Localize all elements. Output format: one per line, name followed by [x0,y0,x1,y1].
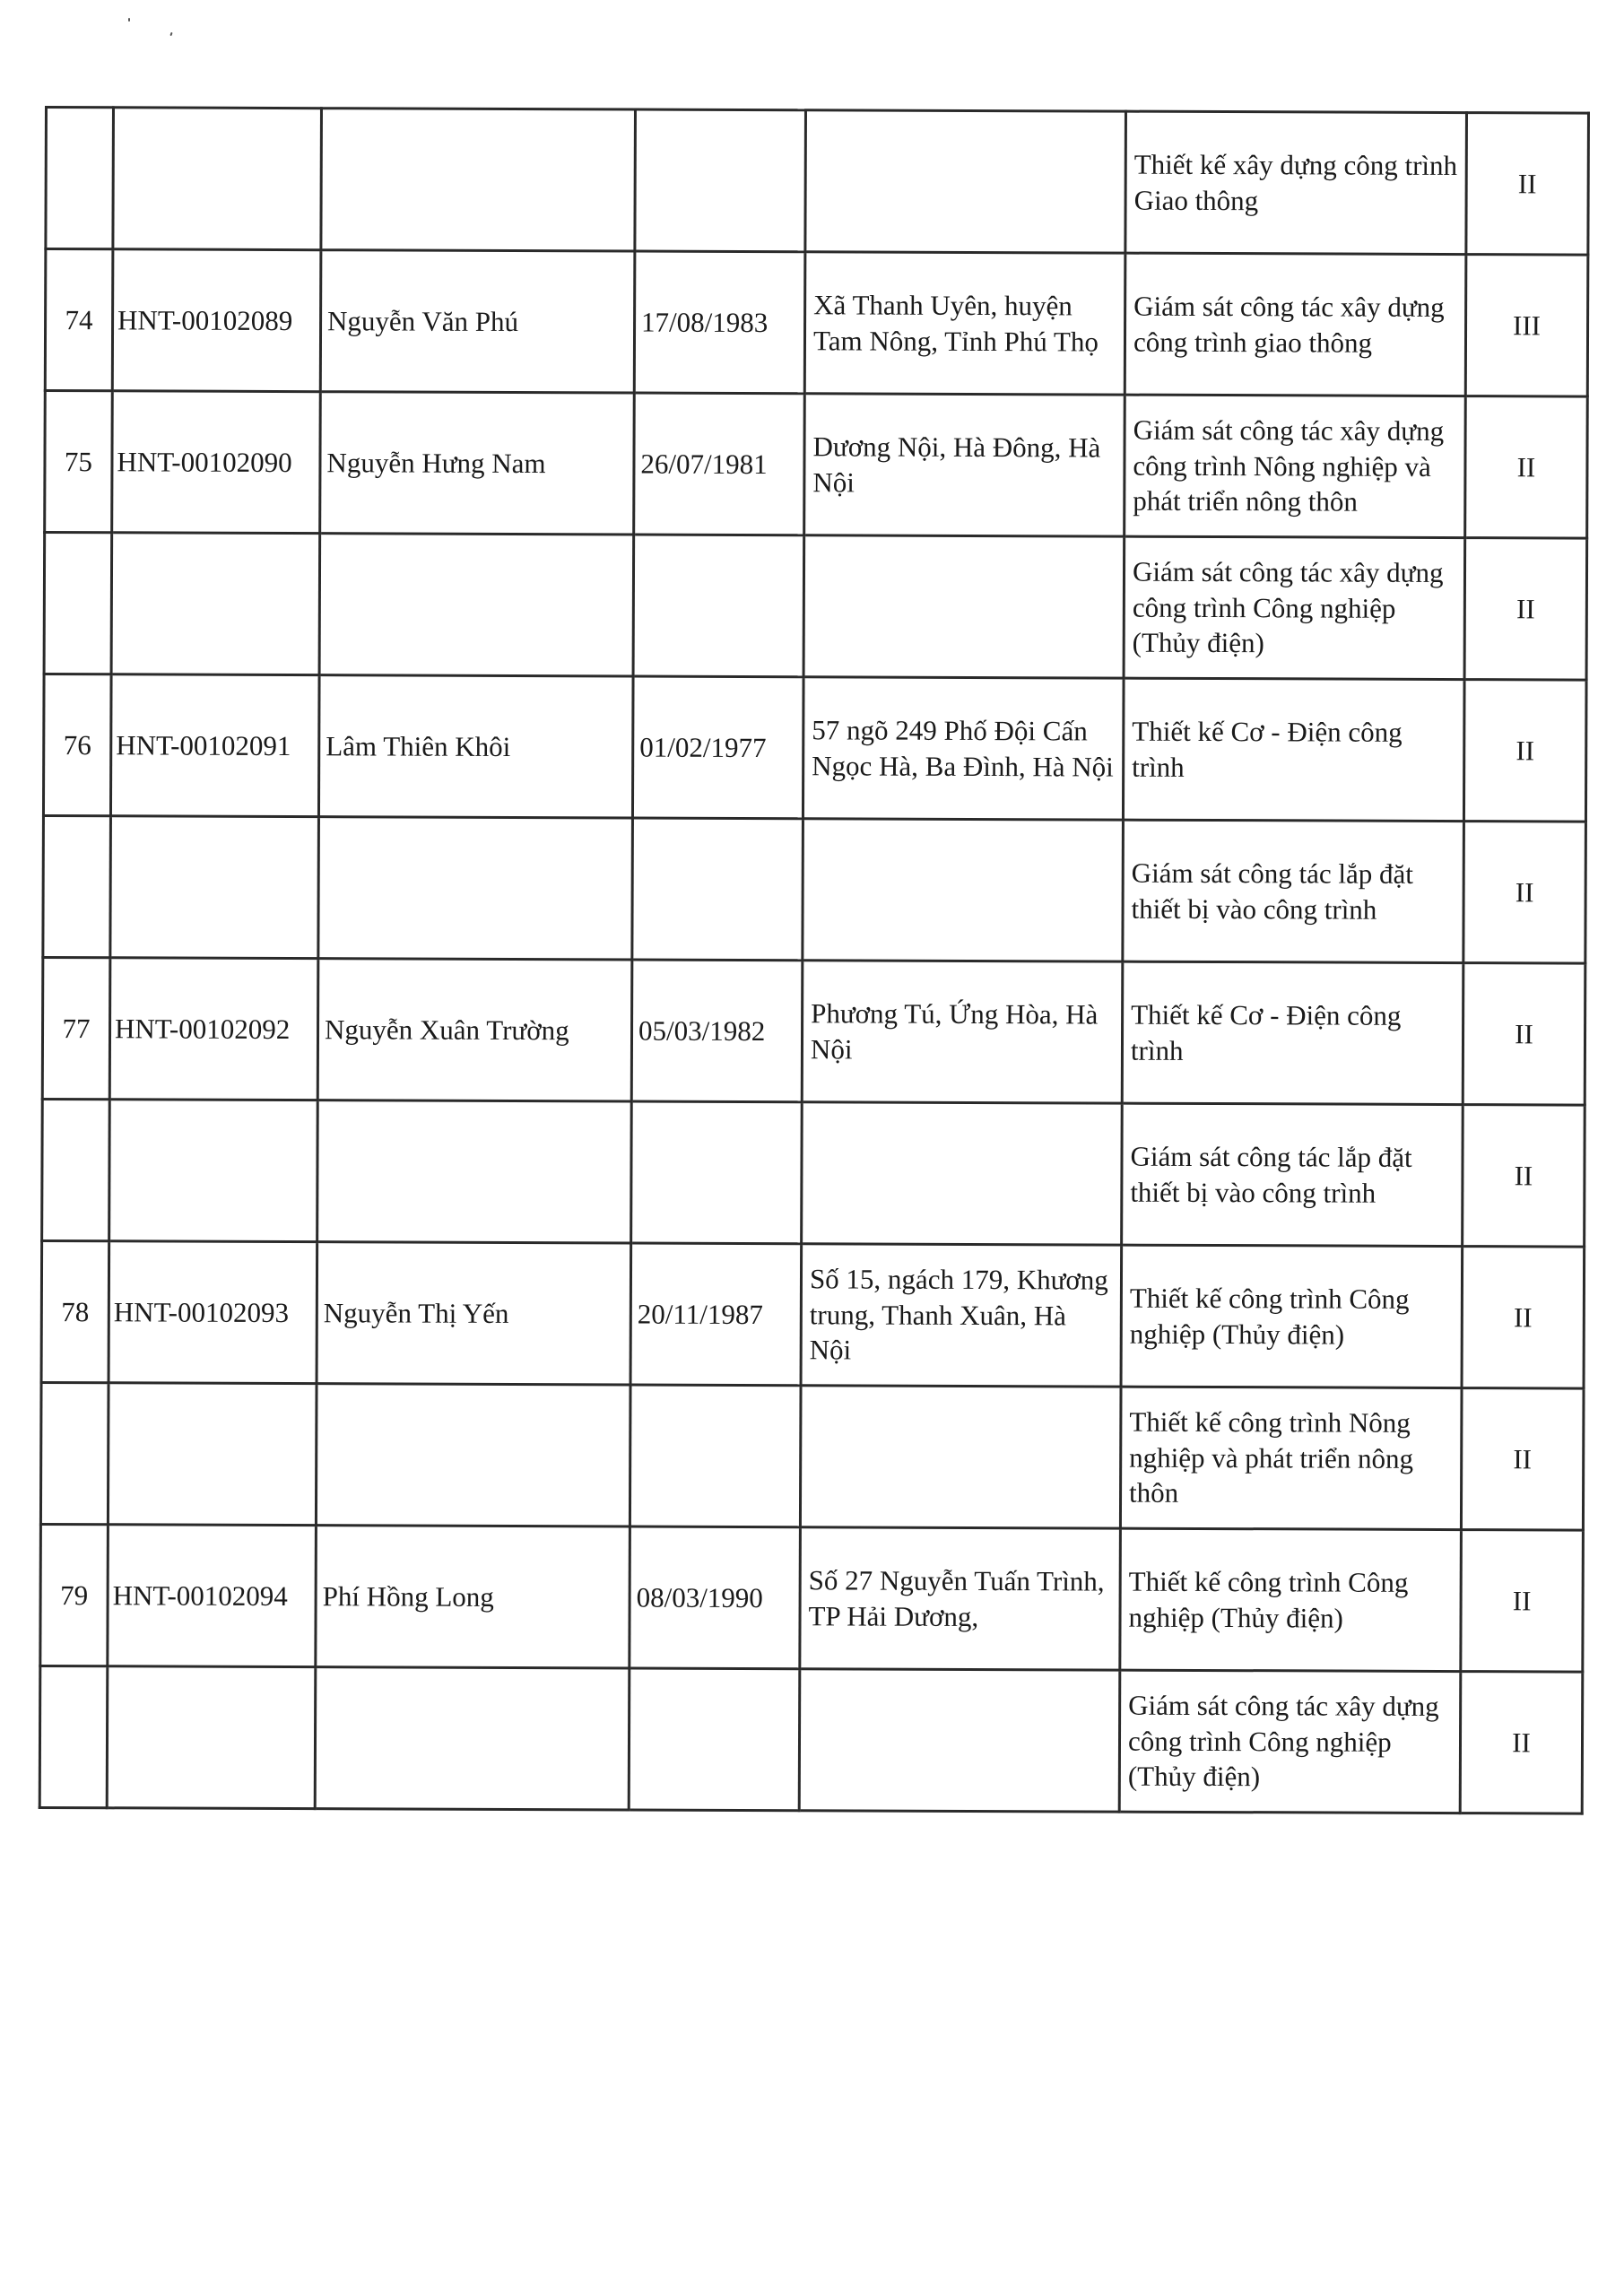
full-name [316,1384,630,1526]
grade: II [1461,1530,1584,1673]
row-number: 79 [40,1524,109,1665]
table-row [45,249,1588,397]
full-name: Lâm Thiên Khôi [318,675,633,818]
row-number: 75 [45,391,113,533]
full-name: Nguyễn Xuân Trường [317,959,632,1101]
date-of-birth: 08/03/1990 [630,1526,801,1669]
full-name [319,534,634,676]
certificate-code: HNT-00102094 [108,1525,317,1667]
grade: II [1465,396,1588,539]
grade: II [1466,113,1589,256]
date-of-birth [631,1101,803,1244]
address [803,819,1124,961]
table-row [43,815,1586,963]
row-number [40,1382,109,1524]
full-name: Nguyễn Thị Yến [317,1242,631,1385]
certificate-code: HNT-00102093 [109,1241,317,1384]
full-name [315,1667,630,1810]
row-number [43,815,111,957]
address: Xã Thanh Uyên, huyện Tam Nông, Tỉnh Phú Thọ [804,252,1125,395]
table-row [43,674,1586,822]
table-row [46,108,1589,256]
address: Phương Tú, Ứng Hòa, Hà Nội [802,961,1123,1103]
table-row [45,391,1588,539]
address [802,1102,1123,1245]
certificate-code: HNT-00102091 [110,674,319,817]
certificate-code: HNT-00102089 [112,249,321,392]
date-of-birth: 20/11/1987 [630,1243,802,1386]
date-of-birth [635,109,806,252]
certificate-table [39,106,1590,1815]
table-row [42,957,1585,1105]
date-of-birth [630,1385,801,1527]
row-number: 74 [45,249,113,391]
address: Số 27 Nguyễn Tuấn Trình, TP Hải Dương, [800,1527,1121,1670]
row-number [44,533,112,674]
practice-field: Thiết kế công trình Công nghiệp (Thủy điện) [1121,1245,1463,1387]
grade: II [1461,1388,1584,1531]
date-of-birth [633,535,804,677]
grade: III [1465,255,1588,397]
date-of-birth [629,1668,800,1811]
grade: II [1460,1672,1583,1814]
practice-field: Giám sát công tác xây dựng công trình Công nghiệp (Thủy điện) [1124,536,1465,679]
address: Số 15, ngách 179, Khương trung, Thanh Xuân, Hà Nội [801,1244,1122,1387]
table-row [41,1240,1585,1388]
grade: II [1463,1105,1585,1248]
date-of-birth: 01/02/1977 [632,676,803,819]
certificate-code [107,1666,316,1809]
certificate-code [113,108,322,250]
table-row [42,1099,1585,1247]
practice-field: Thiết kế công trình Nông nghiệp và phát triển nông thôn [1120,1387,1462,1529]
table-row [39,1665,1583,1813]
practice-field: Thiết kế công trình Công nghiệp (Thủy điện) [1120,1528,1462,1671]
certificate-code [108,1383,317,1526]
full-name: Phí Hồng Long [316,1526,630,1668]
scan-mark [128,18,130,22]
full-name [317,1100,632,1243]
practice-field: Giám sát công tác lắp đặt thiết bị vào công trình [1123,820,1464,962]
row-number [42,1099,110,1240]
grade: II [1463,680,1586,822]
practice-field: Thiết kế xây dựng công trình Giao thông [1125,111,1467,254]
row-number: 76 [43,674,111,816]
full-name [318,817,633,960]
certificate-code [109,1100,318,1242]
full-name [321,109,636,251]
certificate-code: HNT-00102090 [112,391,321,534]
practice-field: Thiết kế Cơ - Điện công trình [1122,961,1463,1104]
date-of-birth: 26/07/1981 [634,393,805,535]
table-row [44,533,1587,681]
grade: II [1464,538,1587,681]
row-number: 78 [41,1240,109,1382]
practice-field: Giám sát công tác lắp đặt thiết bị vào công trình [1122,1103,1463,1246]
full-name: Nguyễn Hưng Nam [320,392,635,535]
address [805,110,1126,253]
row-number [46,108,114,249]
practice-field: Thiết kế Cơ - Điện công trình [1123,678,1464,821]
certificate-code: HNT-00102092 [109,958,318,1100]
address [799,1669,1120,1812]
practice-field: Giám sát công tác xây dựng công trình Công nghiệp (Thủy điện) [1119,1670,1461,1813]
practice-field: Giám sát công tác xây dựng công trình Nông nghiệp và phát triển nông thôn [1125,395,1466,537]
certificate-code [110,816,319,959]
address [803,535,1125,678]
grade: II [1462,1247,1585,1389]
date-of-birth: 17/08/1983 [634,251,805,394]
row-number: 77 [42,957,110,1099]
address: 57 ngõ 249 Phố Đội Cấn Ngọc Hà, Ba Đình, Hà Nội [803,677,1124,820]
table-row [40,1382,1584,1530]
practice-field: Giám sát công tác xây dựng công trình giao thông [1125,253,1466,396]
certificate-code [111,533,320,675]
scan-mark [169,32,172,36]
date-of-birth: 05/03/1982 [631,960,803,1102]
grade: II [1463,963,1585,1106]
address [800,1386,1121,1528]
table-row [40,1524,1584,1672]
address: Dương Nội, Hà Đông, Hà Nội [804,394,1125,536]
date-of-birth [632,818,803,961]
grade: II [1463,822,1586,964]
row-number [39,1665,108,1807]
full-name: Nguyễn Văn Phú [320,250,635,393]
